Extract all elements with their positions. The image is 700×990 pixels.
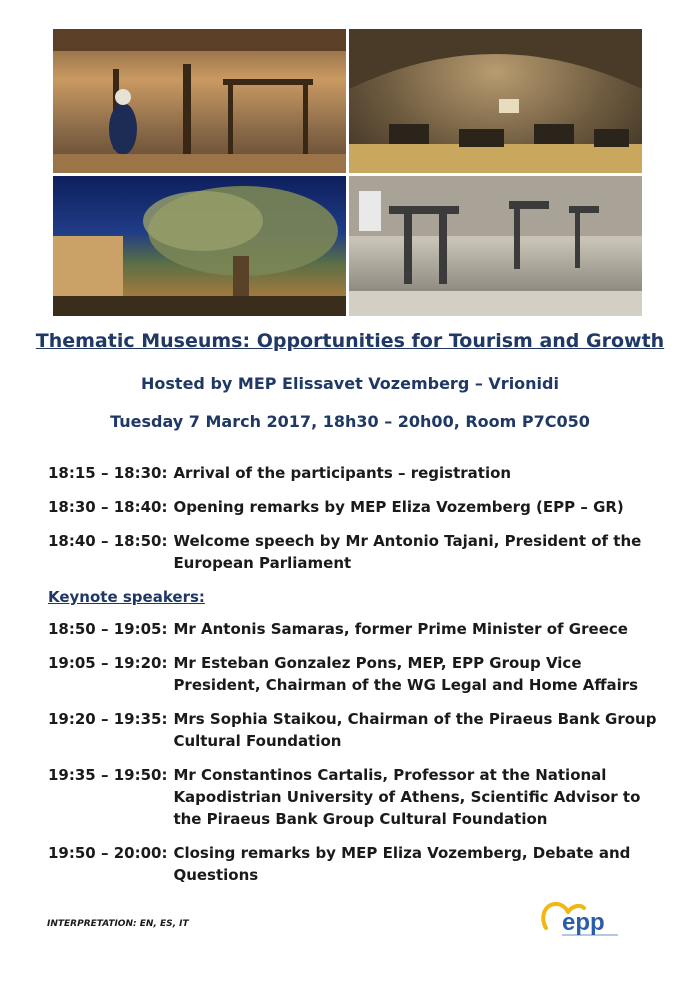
agenda-item xyxy=(48,530,658,574)
agenda-time: 18:50 – 19:05: xyxy=(48,620,168,638)
agenda-time: 18:40 – 18:50: xyxy=(48,532,168,550)
agenda-desc: Mr Constantinos Cartalis, Professor at the National Kapodistrian University of Athens, Scientific Advisor to the Piraeus Bank Group Cultural Foundation xyxy=(173,766,641,828)
keynote-item xyxy=(48,842,658,886)
agenda-desc: Opening remarks by MEP Eliza Vozemberg (EPP – GR) xyxy=(173,498,624,516)
event-date: Tuesday 7 March 2017, 18h30 – 20h00, Room P7C050 xyxy=(110,412,590,431)
agenda-desc: Closing remarks by MEP Eliza Vozemberg, Debate and Questions xyxy=(173,844,631,884)
agenda-time: 18:15 – 18:30: xyxy=(48,464,168,482)
agenda-time: 19:20 – 19:35: xyxy=(48,710,168,728)
epp-logo-text: epp xyxy=(562,909,605,936)
photo-stone-hall-machinery xyxy=(349,176,642,316)
photo-vaulted-gallery xyxy=(349,29,642,173)
event-title: Thematic Museums: Opportunities for Tourism and Growth xyxy=(35,330,665,352)
keynote-item xyxy=(48,652,658,696)
agenda-desc: Arrival of the participants – registration xyxy=(173,464,512,482)
photo-olive-tree xyxy=(53,176,346,316)
epp-logo xyxy=(538,898,628,942)
agenda-desc: Welcome speech by Mr Antonio Tajani, President of the European Parliament xyxy=(173,532,642,572)
keynote-item xyxy=(48,764,658,830)
agenda-time: 18:30 – 18:40: xyxy=(48,498,168,516)
interpretation-note: INTERPRETATION: EN, ES, IT xyxy=(47,919,189,929)
agenda-item xyxy=(48,462,658,484)
keynote-item xyxy=(48,708,658,752)
agenda xyxy=(48,462,658,898)
keynote-heading: Keynote speakers: xyxy=(48,588,205,606)
event-host: Hosted by MEP Elissavet Vozemberg – Vrionidi xyxy=(141,374,559,393)
agenda-desc: Mrs Sophia Staikou, Chairman of the Piraeus Bank Group Cultural Foundation xyxy=(173,710,657,750)
agenda-time: 19:35 – 19:50: xyxy=(48,766,168,784)
keynote-item xyxy=(48,618,658,640)
agenda-time: 19:05 – 19:20: xyxy=(48,654,168,672)
agenda-item xyxy=(48,496,658,518)
agenda-desc: Mr Esteban Gonzalez Pons, MEP, EPP Group Vice President, Chairman of the WG Legal and Home Affairs xyxy=(173,654,639,694)
photo-loom-museum xyxy=(53,29,346,173)
agenda-desc: Mr Antonis Samaras, former Prime Minister of Greece xyxy=(173,620,628,638)
agenda-time: 19:50 – 20:00: xyxy=(48,844,168,862)
museum-photo-collage xyxy=(53,29,642,316)
